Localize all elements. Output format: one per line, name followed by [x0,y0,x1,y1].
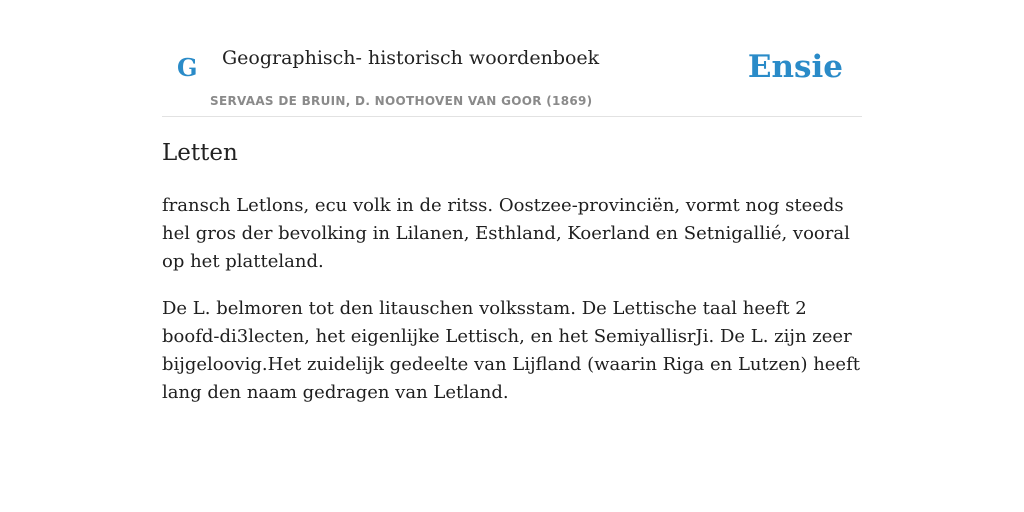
entry-title: Letten [162,140,238,166]
book-header [162,40,862,117]
book-title-link[interactable]: Geographisch- historisch woordenboek [222,47,600,69]
book-letter-icon[interactable]: G [177,53,198,82]
book-authors: SERVAAS DE BRUIN, D. NOOTHOVEN VAN GOOR (1869) [210,94,593,108]
entry-paragraph-1: fransch Letlons, ecu volk in de ritss. Oostzee-provinciën, vormt nog steeds hel gros der bevolking in Lilanen, Esthland, Koerland en Setnigallié, vooral op het platteland. [162,195,850,272]
entry-paragraph-2: De L. belmoren tot den litauschen volksstam. De Lettische taal heeft 2 boofd-di3lecten, het eigenlijke Lettisch, en het SemiyallisrJi. De L. zijn zeer bijgeloovig.Het zuidelijk gedeelte van Lijfland (waarin Riga en Lutzen) heeft lang den naam gedragen van Letland. [162,298,860,403]
ensie-logo-link[interactable]: Ensie [747,49,843,85]
entry-body [162,192,862,426]
